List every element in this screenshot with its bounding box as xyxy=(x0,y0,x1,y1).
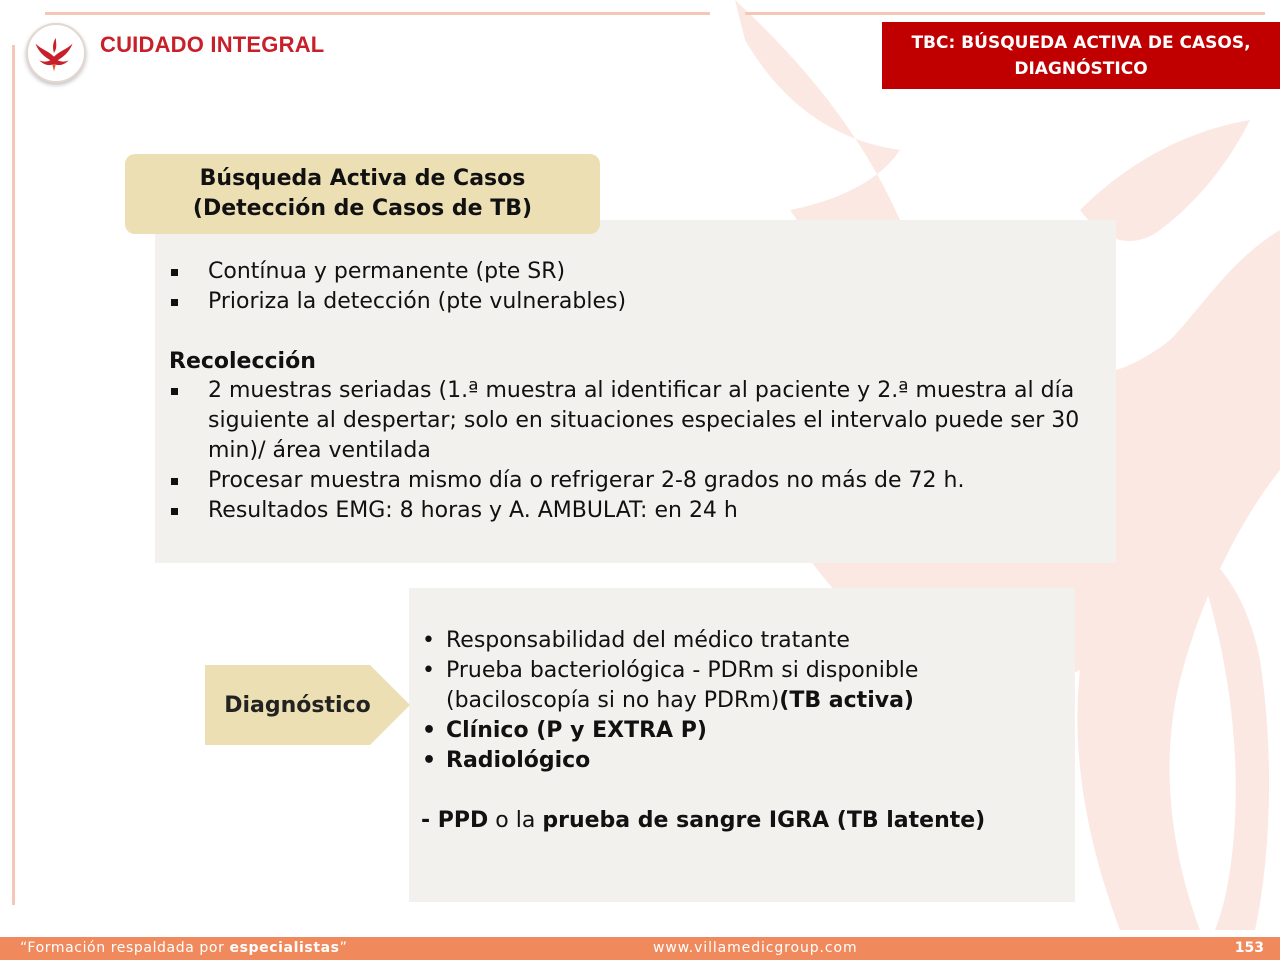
footer-quote-bold: especialistas xyxy=(229,940,340,956)
list-item: Contínua y permanente (pte SR) xyxy=(169,257,1104,287)
logo xyxy=(26,23,86,83)
active-search-content xyxy=(169,257,1104,525)
frame-line-top-right xyxy=(745,12,1265,15)
phoenix-logo-icon xyxy=(28,25,80,77)
page-number: 153 xyxy=(1234,940,1264,956)
active-tb-text: (TB activa) xyxy=(779,688,914,713)
topic-banner xyxy=(882,22,1280,89)
active-search-title-line-1: Búsqueda Activa de Casos xyxy=(199,166,526,191)
topic-line-2: DIAGNÓSTICO xyxy=(1014,58,1148,79)
collection-subheading: Recolección xyxy=(169,348,316,374)
frame-line-left xyxy=(12,45,15,905)
footer-quote xyxy=(20,940,347,956)
list-item: • Radiológico xyxy=(421,746,1061,776)
latent-tb-line xyxy=(421,806,1061,836)
list-item: Resultados EMG: 8 horas y A. AMBULAT: en 24 h xyxy=(169,496,1104,526)
frame-line-top xyxy=(45,12,710,15)
ppd-text: PPD xyxy=(437,808,489,833)
active-search-title-line-2: (Detección de Casos de TB) xyxy=(192,196,533,221)
footer-quote-open: “Formación respaldada por xyxy=(20,940,230,956)
list-item: Procesar muestra mismo día o refrigerar 2-8 grados no más de 72 h. xyxy=(169,466,1104,496)
footer-website-link[interactable]: www.villamedicgroup.com xyxy=(653,940,858,956)
list-item: • Responsabilidad del médico tratante xyxy=(421,626,1061,656)
connector-text: o la xyxy=(488,808,543,833)
active-search-title-tab xyxy=(125,154,600,234)
list-item: • Clínico (P y EXTRA P) xyxy=(421,716,1061,746)
brand-title: CUIDADO INTEGRAL xyxy=(100,32,325,57)
igra-text: prueba de sangre IGRA (TB latente) xyxy=(542,808,986,833)
diagnosis-content xyxy=(421,626,1061,836)
dash: - xyxy=(421,808,438,833)
footer-quote-close: ” xyxy=(339,940,348,956)
list-item: 2 muestras seriadas (1.ª muestra al identificar al paciente y 2.ª muestra al día siguiente al despertar; solo en situaciones especiales el intervalo puede ser 30 min)/ área ventilada xyxy=(169,376,1104,465)
topic-line-1: TBC: BÚSQUEDA ACTIVA DE CASOS, xyxy=(911,32,1251,53)
footer-bar xyxy=(0,937,1280,960)
bacteriological-test-text: Prueba bacteriológica - PDRm si disponible (baciloscopía si no hay PDRm) xyxy=(446,658,919,713)
list-item xyxy=(421,656,1061,716)
diagnosis-label: Diagnóstico xyxy=(224,692,371,718)
list-item: Prioriza la detección (pte vulnerables) xyxy=(169,287,1104,317)
